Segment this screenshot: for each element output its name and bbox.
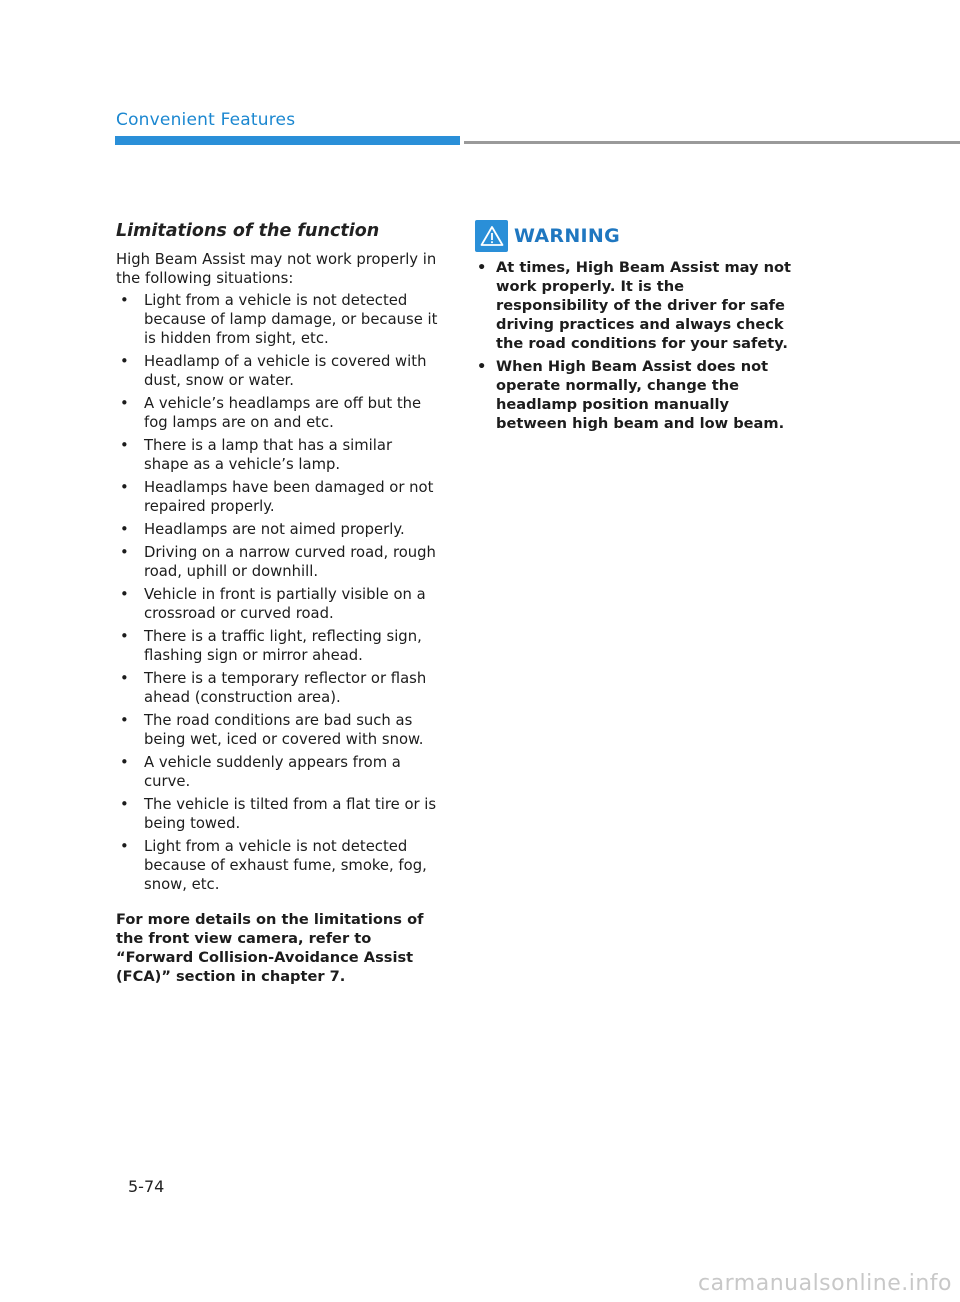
fca-reference-note: For more details on the limitations of the front view camera, refer to “Forward Collision-Avoidance Assist (FCA)” section in chapter 7. — [116, 911, 424, 985]
list-item: • There is a traffic light, reflecting sign, flashing sign or mirror ahead. — [120, 628, 422, 664]
bullet-icon: • — [120, 628, 129, 645]
watermark: carmanualsonline.info — [698, 1271, 952, 1296]
warning-triangle-icon — [475, 220, 508, 252]
list-item: • When High Beam Assist does not operate normally, change the headlamp position manually between high beam and low beam. — [477, 358, 785, 432]
list-item: • A vehicle’s headlamps are off but the fog lamps are on and etc. — [120, 395, 422, 431]
limitations-section — [116, 220, 441, 1001]
list-item: • Headlamps have been damaged or not repaired properly. — [120, 479, 434, 515]
list-item: • At times, High Beam Assist may not work properly. It is the responsibility of the driver for safe driving practices and always check the road conditions for your safety. — [477, 259, 792, 352]
limitations-heading: Limitations of the function — [116, 221, 380, 241]
section-title: Convenient Features — [116, 110, 296, 130]
list-item: • Light from a vehicle is not detected because of lamp damage, or because it is hidden from sight, etc. — [120, 292, 438, 347]
page-number: 5-74 — [128, 1177, 165, 1196]
list-item: • Vehicle in front is partially visible on a crossroad or curved road. — [120, 586, 426, 622]
bullet-icon: • — [120, 754, 129, 771]
bullet-icon: • — [120, 838, 129, 855]
bullet-icon: • — [120, 395, 129, 412]
limitations-intro: High Beam Assist may not work properly in the following situations: — [116, 251, 437, 287]
bullet-icon: • — [120, 479, 129, 496]
bullet-icon: • — [477, 259, 487, 276]
header-accent-bar — [115, 136, 460, 145]
bullet-icon: • — [477, 358, 487, 375]
list-item: • There is a lamp that has a similar shape as a vehicle’s lamp. — [120, 437, 393, 473]
warning-list — [475, 258, 795, 433]
list-item: • The road conditions are bad such as being wet, iced or covered with snow. — [120, 712, 424, 748]
warning-header — [475, 220, 795, 252]
list-item: • A vehicle suddenly appears from a curve. — [120, 754, 401, 790]
list-item: • There is a temporary reflector or flash ahead (construction area). — [120, 670, 427, 706]
bullet-icon: • — [120, 353, 129, 370]
bullet-icon: • — [120, 544, 129, 561]
list-item: • Headlamps are not aimed properly. — [120, 521, 405, 538]
bullet-icon: • — [120, 521, 129, 538]
bullet-icon: • — [120, 712, 129, 729]
bullet-icon: • — [120, 670, 129, 687]
bullet-icon: • — [120, 292, 129, 309]
list-item: • Light from a vehicle is not detected because of exhaust fume, smoke, fog, snow, etc. — [120, 838, 427, 893]
list-item: • The vehicle is tilted from a flat tire or is being towed. — [120, 796, 437, 832]
bullet-icon: • — [120, 437, 129, 454]
bullet-icon: • — [120, 796, 129, 813]
warning-title: WARNING — [514, 225, 621, 247]
list-item: • Driving on a narrow curved road, rough road, uphill or downhill. — [120, 544, 436, 580]
limitations-list — [116, 291, 441, 894]
warning-box — [475, 220, 795, 437]
bullet-icon: • — [120, 586, 129, 603]
list-item: • Headlamp of a vehicle is covered with dust, snow or water. — [120, 353, 427, 389]
header-rule — [464, 141, 960, 144]
